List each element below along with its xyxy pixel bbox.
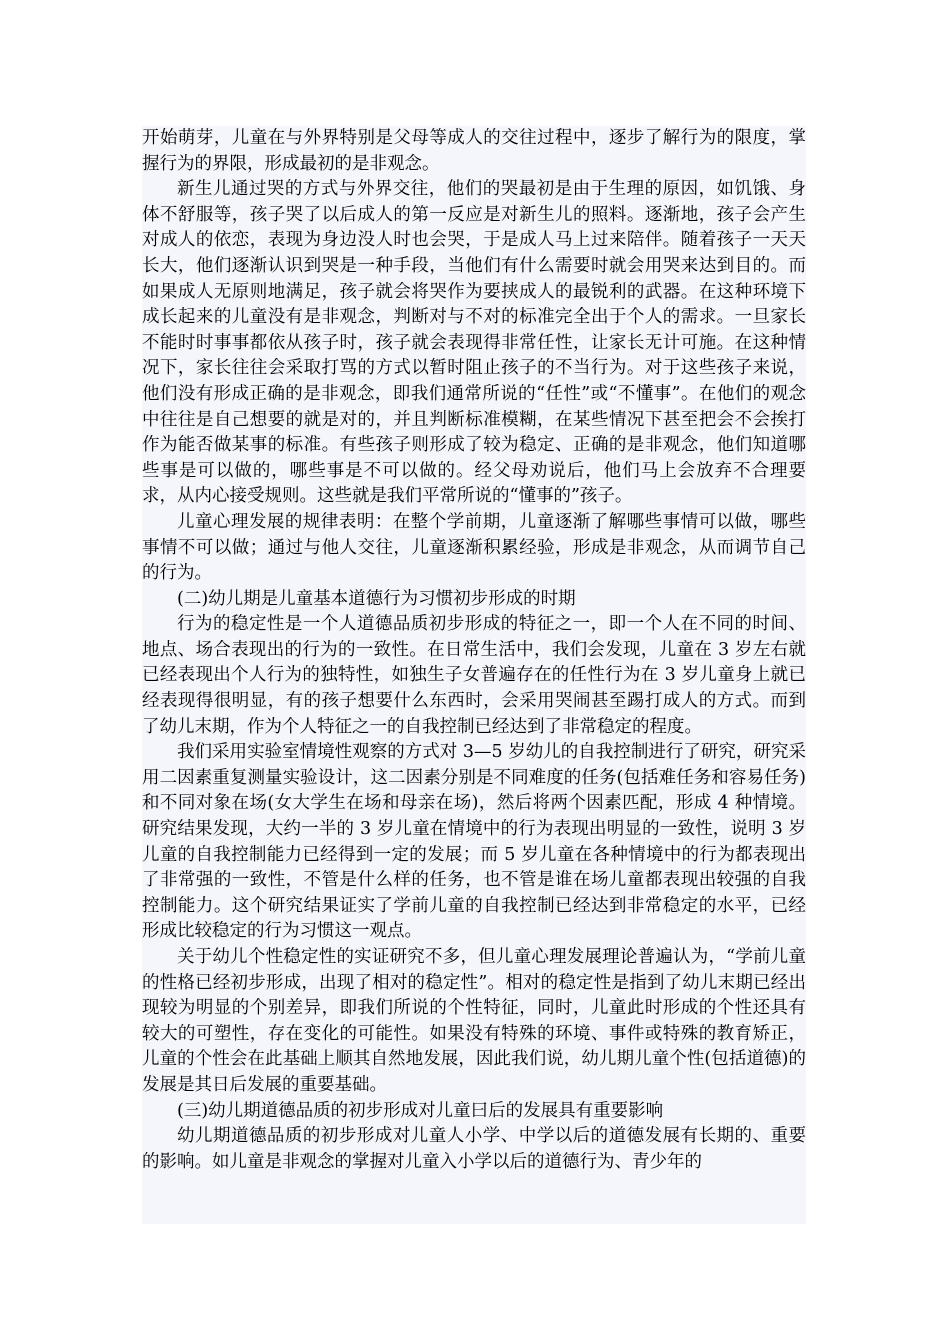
paragraph-3: 儿童心理发展的规律表明：在整个学前期，儿童逐渐了解哪些事情可以做，哪些事情不可以做；通过与他人交往，儿童逐渐积累经验，形成是非观念，从而调节自己的行为。 bbox=[142, 511, 806, 584]
article-body bbox=[142, 126, 806, 1224]
section-heading-3: (三)幼儿期道德品质的初步形成对儿童曰后的发展具有重要影响 bbox=[177, 1100, 664, 1121]
paragraph-6: 关于幼儿个性稳定性的实证研究不多，但儿童心理发展理论普遍认为，“学前儿童的性格已经初步形成，出现了相对的稳定性”。相对的稳定性是指到了幼儿末期已经出现较为明显的个别差异，即我们所说的个性特征，同时，儿童此时形成的个性还具有较大的可塑性，存在变化的可能性。如果没有特殊的环境、事件或特殊的教育矫正，儿童的个性会在此基础上顺其自然地发展，因此我们说，幼儿期儿童个性(包括道德)的发展是其日后发展的重要基础。 bbox=[142, 947, 806, 1095]
section-heading-2: (二)幼儿期是儿童基本道德行为习惯初步形成的时期 bbox=[177, 588, 576, 609]
paragraph-7: 幼儿期道德品质的初步形成对儿童人小学、中学以后的道德发展有长期的、重要的影响。如儿童是非观念的掌握对儿童入小学以后的道德行为、青少年的 bbox=[142, 1126, 806, 1172]
paragraph-5: 我们采用实验室情境性观察的方式对 3—5 岁幼儿的自我控制进行了研究，研究采用二因素重复测量实验设计，这二因素分别是不同难度的任务(包括难任务和容易任务)和不同对象在场(女大学生在场和母亲在场)，然后将两个因素匹配，形成 4 种情境。研究结果发现，大约一半的 3 岁儿童在情境中的行为表现出明显的一致性，说明 3 岁儿童的自我控制能力已经得到一定的发展；而 5 岁儿童在各种情境中的行为都表现出了非常强的一致性，不管是什么样的任务，也不管是谁在场儿童都表现出较强的自我控制能力。这个研究结果证实了学前儿童的自我控制已经达到非常稳定的水平，已经形成比较稳定的行为习惯这一观点。 bbox=[142, 742, 806, 942]
paragraph-4: 行为的稳定性是一个人道德品质初步形成的特征之一，即一个人在不同的时间、地点、场合表现出的行为的一致性。在日常生活中，我们会发现，儿童在 3 岁左右就已经表现出个人行为的独特性，如独生子女普遍存在的任性行为在 3 岁儿童身上就已经表现得很明显，有的孩子想要什么东西时，会采用哭闹甚至踢打成人的方式。而到了幼儿末期，作为个人特征之一的自我控制已经达到了非常稳定的程度。 bbox=[142, 614, 806, 737]
paragraph-2: 新生儿通过哭的方式与外界交往，他们的哭最初是由于生理的原因，如饥饿、身体不舒服等，孩子哭了以后成人的第一反应是对新生儿的照料。逐渐地，孩子会产生对成人的依恋，表现为身边没人时也会哭，于是成人马上过来陪伴。随着孩子一天天长大，他们逐渐认识到哭是一种手段，当他们有什么需要时就会用哭来达到目的。而如果成人无原则地满足，孩子就会将哭作为要挟成人的最锐利的武器。在这种环境下成长起来的儿童没有是非观念，判断对与不对的标准完全出于个人的需求。一旦家长不能时时事事都依从孩子时，孩子就会表现得非常任性，让家长无计可施。在这种情况下，家长往往会采取打骂的方式以暂时阻止孩子的不当行为。对于这些孩子来说，他们没有形成正确的是非观念，即我们通常所说的“任性”或“不懂事”。在他们的观念中往往是自己想要的就是对的，并且判断标准模糊，在某些情况下甚至把会不会挨打作为能否做某事的标准。有些孩子则形成了较为稳定、正确的是非观念，他们知道哪些事是可以做的，哪些事是不可以做的。经父母劝说后，他们马上会放弃不合理要求，从内心接受规则。这些就是我们平常所说的“懂事的”孩子。 bbox=[142, 179, 806, 507]
paragraph-1: 开始萌芽，儿童在与外界特别是父母等成人的交往过程中，逐步了解行为的限度，掌握行为的界限，形成最初的是非观念。 bbox=[142, 128, 806, 174]
